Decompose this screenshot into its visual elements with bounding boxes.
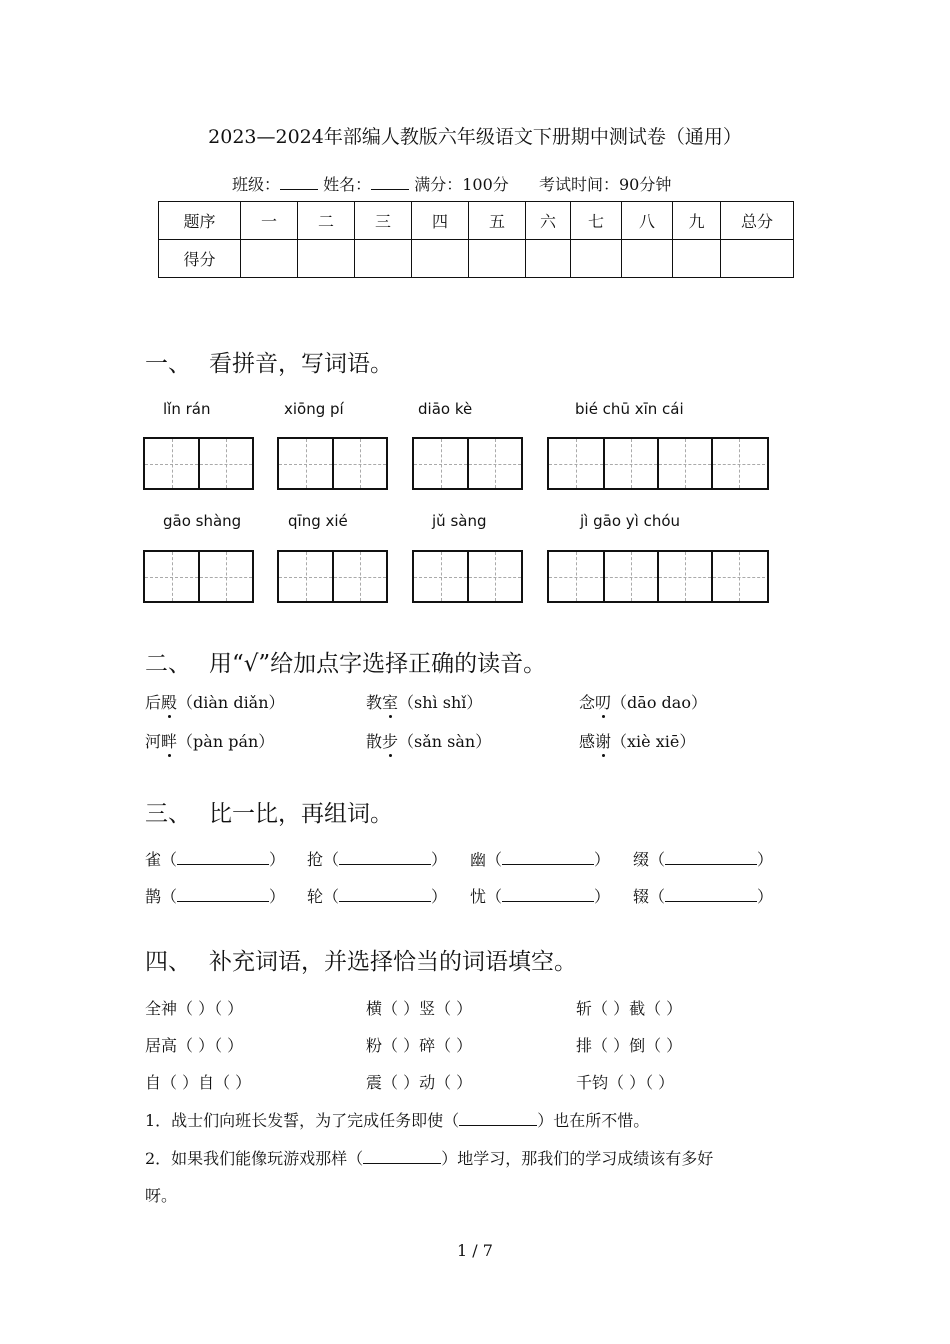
idiom-fill[interactable]: 自（ ）自（ ） xyxy=(145,1073,252,1092)
idiom-fill[interactable]: 横（ ）竖（ ） xyxy=(366,999,473,1018)
section-4-heading xyxy=(145,943,577,976)
compare-item: 轮（ ） xyxy=(307,887,448,906)
pinyin: gāo shàng xyxy=(163,512,242,530)
dotted-char: 谢 xyxy=(595,729,611,752)
writing-grid[interactable] xyxy=(143,437,254,490)
dotted-char: 步 xyxy=(382,729,398,752)
idiom-fill[interactable]: 排（ ）倒（ ） xyxy=(576,1036,683,1055)
pinyin: qīng xié xyxy=(288,512,348,530)
score-cell[interactable] xyxy=(721,240,794,278)
pinyin: xiōng pí xyxy=(284,400,344,418)
pinyin: lǐn rán xyxy=(163,400,211,418)
reading-item: 教室（shì shǐ） xyxy=(366,690,482,713)
section-number: 四、 xyxy=(145,949,191,975)
section-title: 用“√”给加点字选择正确的读音。 xyxy=(209,651,547,677)
idiom-fill[interactable]: 粉（ ）碎（ ） xyxy=(366,1036,473,1055)
pinyin-row-1 xyxy=(0,400,950,420)
pinyin: diāo kè xyxy=(418,400,473,418)
pinyin-row-2 xyxy=(0,512,950,532)
full-score: 满分：100分 xyxy=(414,175,509,194)
compare-item: 缀（ ） xyxy=(633,850,774,869)
reading-options[interactable]: （sǎn sàn） xyxy=(398,732,492,751)
section-title: 补充词语，并选择恰当的词语填空。 xyxy=(209,949,577,975)
score-cell[interactable] xyxy=(298,240,355,278)
header-cell: 六 xyxy=(526,202,571,240)
compare-item: 雀（ ） xyxy=(145,850,286,869)
reading-options[interactable]: （diàn diǎn） xyxy=(177,693,285,712)
score-cell[interactable] xyxy=(526,240,571,278)
pinyin: jì gāo yì chóu xyxy=(580,512,681,530)
score-cell[interactable] xyxy=(622,240,673,278)
header-cell: 四 xyxy=(412,202,469,240)
page-number: 1 / 7 xyxy=(457,1241,493,1260)
section-1-heading xyxy=(145,345,393,378)
pinyin: jǔ sàng xyxy=(432,512,487,530)
idiom-fill[interactable]: 千钧（ ）（ ） xyxy=(576,1073,675,1092)
page-title: 2023—2024年部编人教版六年级语文下册期中测试卷（通用） xyxy=(208,126,742,148)
compare-item: 忧（ ） xyxy=(470,887,611,906)
compare-item: 抢（ ） xyxy=(307,850,448,869)
idiom-fill[interactable]: 全神（ ）（ ） xyxy=(145,999,244,1018)
reading-options[interactable]: （dāo dao） xyxy=(611,693,707,712)
score-row xyxy=(159,240,794,278)
answer-blank[interactable] xyxy=(502,887,594,902)
compare-item: 鹊（ ） xyxy=(145,887,286,906)
compare-item: 幽（ ） xyxy=(470,850,611,869)
dotted-char: 殿 xyxy=(161,690,177,713)
idiom-fill[interactable]: 斩（ ）截（ ） xyxy=(576,999,683,1018)
reading-item: 念叨（dāo dao） xyxy=(579,690,707,713)
exam-time: 考试时间：90分钟 xyxy=(538,175,672,194)
writing-grid[interactable] xyxy=(412,550,523,603)
header-cell: 五 xyxy=(469,202,526,240)
sentence-1: 1．战士们向班长发誓，为了完成任务即使（ ）也在所不惜。 xyxy=(145,1111,650,1130)
section-title: 比一比，再组词。 xyxy=(209,801,393,827)
dotted-char: 畔 xyxy=(161,729,177,752)
reading-options[interactable]: （shì shǐ） xyxy=(398,693,483,712)
score-cell[interactable] xyxy=(469,240,526,278)
name-label: 姓名： xyxy=(323,175,372,194)
score-cell[interactable] xyxy=(241,240,298,278)
answer-blank[interactable] xyxy=(339,850,431,865)
reading-options[interactable]: （xiè xiē） xyxy=(611,732,696,751)
header-cell: 八 xyxy=(622,202,673,240)
writing-grid[interactable] xyxy=(143,550,254,603)
idiom-fill[interactable]: 震（ ）动（ ） xyxy=(366,1073,473,1092)
writing-grid[interactable] xyxy=(277,550,388,603)
writing-grid[interactable] xyxy=(277,437,388,490)
sentence-2-continued: 呀。 xyxy=(145,1186,178,1205)
class-blank[interactable] xyxy=(280,175,318,190)
reading-options[interactable]: （pàn pán） xyxy=(177,732,275,751)
reading-item: 散步（sǎn sàn） xyxy=(366,729,491,752)
writing-grid[interactable] xyxy=(547,437,769,490)
answer-blank[interactable] xyxy=(665,850,757,865)
header-cell: 三 xyxy=(355,202,412,240)
score-header-row xyxy=(159,202,794,240)
section-2-heading xyxy=(145,645,546,678)
score-cell[interactable] xyxy=(355,240,412,278)
compare-item: 辍（ ） xyxy=(633,887,774,906)
row-label: 得分 xyxy=(159,240,241,278)
header-cell: 一 xyxy=(241,202,298,240)
header-cell: 二 xyxy=(298,202,355,240)
score-cell[interactable] xyxy=(412,240,469,278)
section-number: 三、 xyxy=(145,801,191,827)
header-cell: 七 xyxy=(571,202,622,240)
header-cell: 九 xyxy=(673,202,721,240)
exam-info xyxy=(232,172,671,195)
section-3-heading xyxy=(145,795,393,828)
name-blank[interactable] xyxy=(371,175,409,190)
reading-item: 后殿（diàn diǎn） xyxy=(145,690,285,713)
dotted-char: 室 xyxy=(382,690,398,713)
section-title: 看拼音，写词语。 xyxy=(209,351,393,377)
answer-blank[interactable] xyxy=(459,1111,537,1126)
header-cell: 总分 xyxy=(721,202,794,240)
dotted-char: 叨 xyxy=(595,690,611,713)
answer-blank[interactable] xyxy=(363,1149,441,1164)
writing-grid[interactable] xyxy=(547,550,769,603)
section-number: 二、 xyxy=(145,651,191,677)
idiom-fill[interactable]: 居高（ ）（ ） xyxy=(145,1036,244,1055)
answer-blank[interactable] xyxy=(502,850,594,865)
reading-item: 感谢（xiè xiē） xyxy=(579,729,695,752)
sentence-2: 2．如果我们能像玩游戏那样（ ）地学习，那我们的学习成绩该有多好 xyxy=(145,1149,714,1168)
pinyin: bié chū xīn cái xyxy=(575,400,684,418)
score-table xyxy=(158,201,794,278)
class-label: 班级： xyxy=(232,175,281,194)
writing-grid[interactable] xyxy=(412,437,523,490)
header-cell: 题序 xyxy=(159,202,241,240)
score-cell[interactable] xyxy=(571,240,622,278)
score-cell[interactable] xyxy=(673,240,721,278)
answer-blank[interactable] xyxy=(665,887,757,902)
answer-blank[interactable] xyxy=(177,887,269,902)
section-number: 一、 xyxy=(145,351,191,377)
answer-blank[interactable] xyxy=(339,887,431,902)
reading-item: 河畔（pàn pán） xyxy=(145,729,274,752)
answer-blank[interactable] xyxy=(177,850,269,865)
